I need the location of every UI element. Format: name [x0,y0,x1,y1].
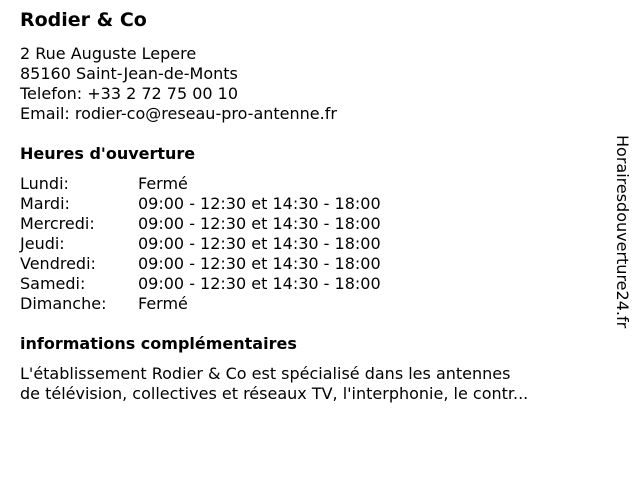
day-hours: 09:00 - 12:30 et 14:30 - 18:00 [138,194,381,213]
info-text [20,364,528,404]
email-line: Email: rodier-co@reseau-pro-antenne.fr [20,104,337,123]
day-label: Dimanche: [20,294,107,313]
day-hours: 09:00 - 12:30 et 14:30 - 18:00 [138,274,381,293]
day-label: Mercredi: [20,214,95,233]
address-line-city: 85160 Saint-Jean-de-Monts [20,64,238,83]
day-label: Samedi: [20,274,86,293]
day-label: Lundi: [20,174,69,193]
day-hours: Fermé [138,294,188,313]
hours-heading: Heures d'ouverture [20,144,196,163]
day-label: Jeudi: [20,234,65,253]
day-label: Mardi: [20,194,70,213]
day-hours: 09:00 - 12:30 et 14:30 - 18:00 [138,254,381,273]
info-line: L'établissement Rodier & Co est spécialisé dans les antennes [20,364,511,383]
business-name: Rodier & Co [20,9,147,31]
phone-line: Telefon: +33 2 72 75 00 10 [20,84,239,103]
day-label: Vendredi: [20,254,96,273]
info-line: de télévision, collectives et réseaux TV, l'interphonie, le contr... [20,384,529,403]
day-hours: Fermé [138,174,188,193]
info-heading: informations complémentaires [20,334,297,353]
day-hours: 09:00 - 12:30 et 14:30 - 18:00 [138,234,381,253]
site-watermark: Horairesdouverture24.fr [613,135,632,329]
address-line-street: 2 Rue Auguste Lepere [20,44,197,63]
day-hours: 09:00 - 12:30 et 14:30 - 18:00 [138,214,381,233]
address-block [20,44,337,124]
